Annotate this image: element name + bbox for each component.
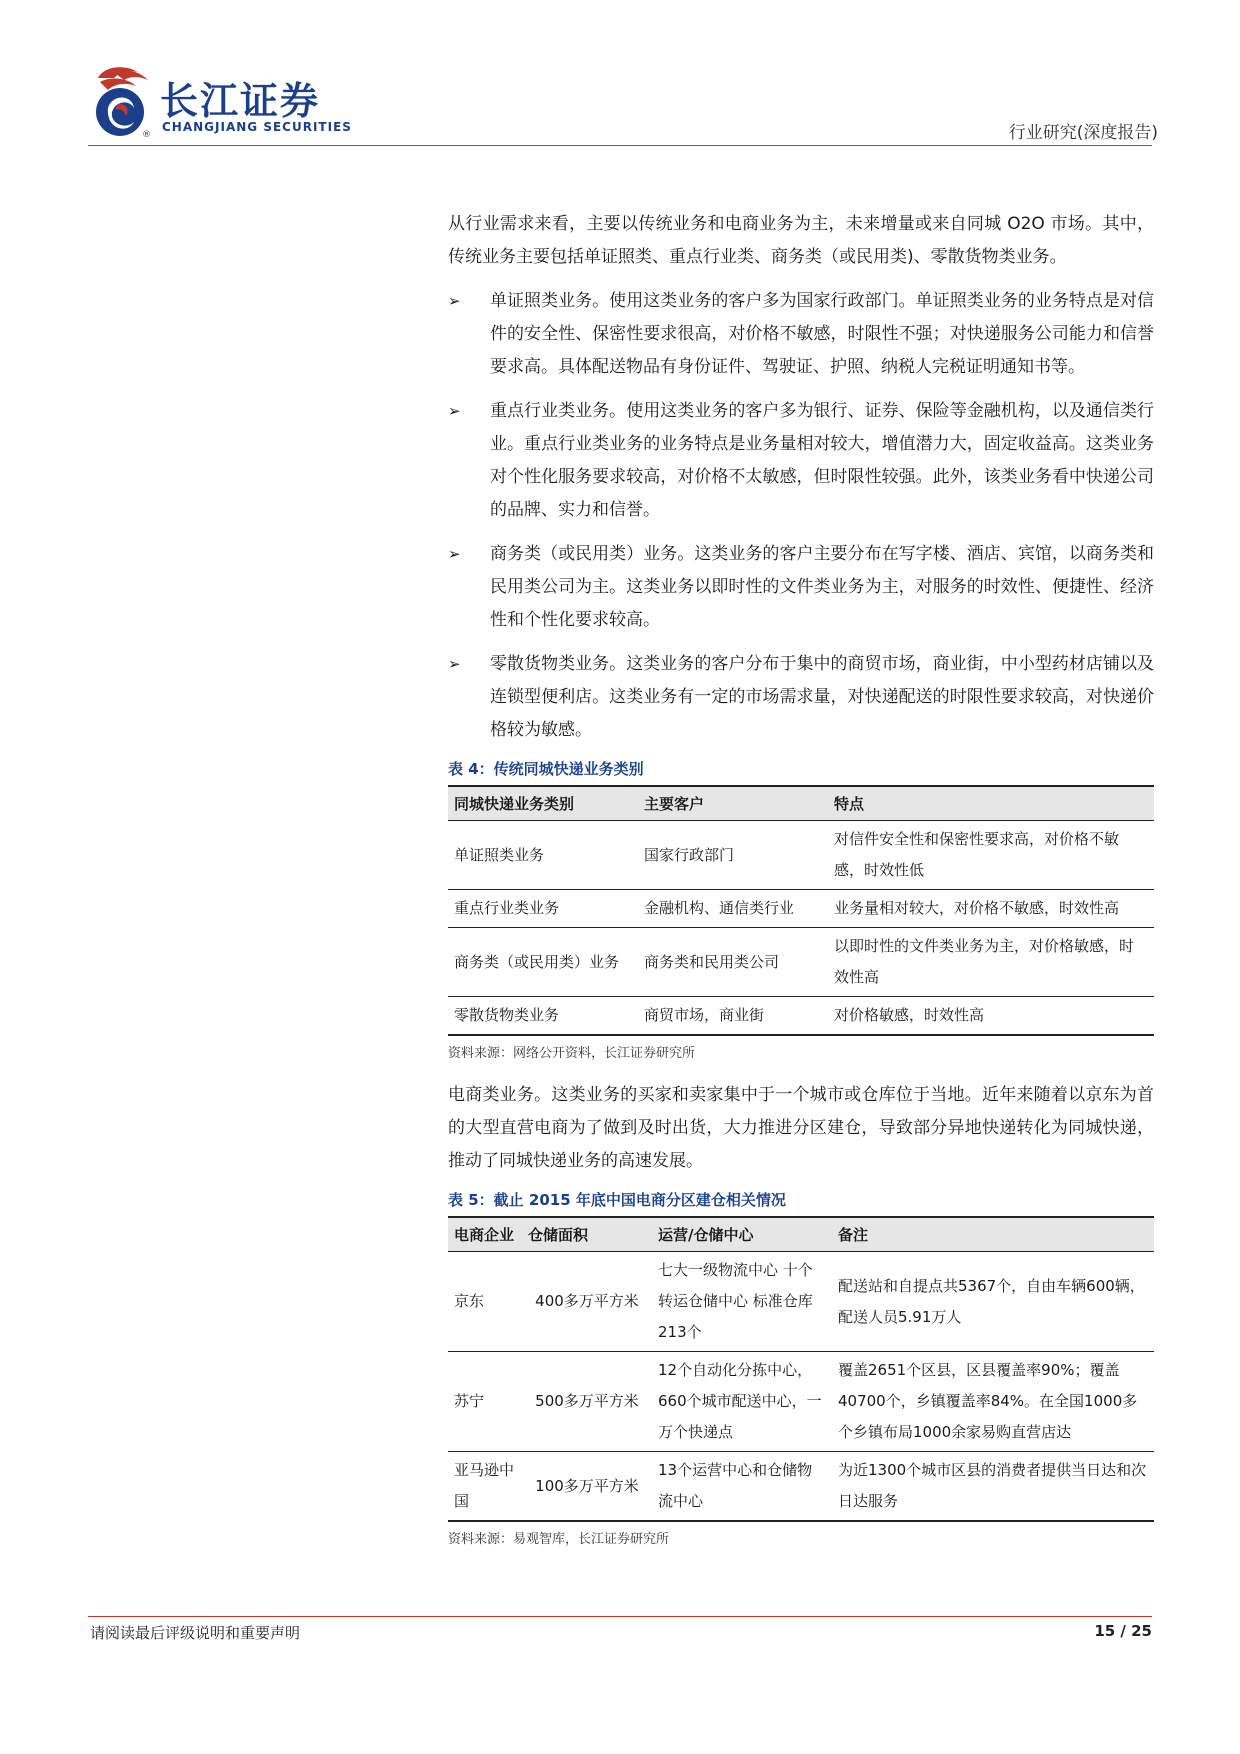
bullet-text: 商务类（或民用类）业务。这类业务的客户主要分布在写字楼、酒店、宾馆，以商务类和民用类公司为主。这类业务以即时性的文件类业务为主，对服务的时效性、便捷性、经济性和个性化要求较高。 xyxy=(490,544,1154,630)
table-row xyxy=(448,1252,1154,1352)
table-cell: 100多万平方米 xyxy=(522,1452,652,1522)
main-content xyxy=(448,208,1154,1565)
arrow-bullet-icon: ➢ xyxy=(448,545,461,563)
table-cell: 商贸市场，商业街 xyxy=(638,997,828,1036)
table-header-cell: 特点 xyxy=(828,786,1154,821)
table-row xyxy=(448,997,1154,1036)
table-header-cell: 仓储面积 xyxy=(522,1217,652,1252)
bullet-item xyxy=(448,285,1154,384)
table-cell: 业务量相对较大，对价格不敏感，时效性高 xyxy=(828,890,1154,928)
table-row xyxy=(448,821,1154,890)
table-cell: 金融机构、通信类行业 xyxy=(638,890,828,928)
table-cell: 单证照类业务 xyxy=(448,821,638,890)
table-cell: 13个运营中心和仓储物流中心 xyxy=(652,1452,832,1522)
table-cell: 对信件安全性和保密性要求高，对价格不敏感，时效性低 xyxy=(828,821,1154,890)
intro-paragraph: 从行业需求来看，主要以传统业务和电商业务为主，未来增量或来自同城 O2O 市场。其中，传统业务主要包括单证照类、重点行业类、商务类（或民用类)、零散货物类业务。 xyxy=(448,214,1154,267)
table-row xyxy=(448,890,1154,928)
arrow-bullet-icon: ➢ xyxy=(448,292,461,310)
logo-chinese-name: 长江证券 xyxy=(160,79,321,123)
page-number: 15 / 25 xyxy=(1094,1622,1152,1640)
logo-emblem-icon xyxy=(90,64,154,140)
bullet-item xyxy=(448,648,1154,747)
table4-source: 资料来源：网络公开资料，长江证券研究所 xyxy=(448,1046,696,1061)
table-cell: 对价格敏感，时效性高 xyxy=(828,997,1154,1036)
table-cell: 500多万平方米 xyxy=(522,1352,652,1452)
table-row xyxy=(448,1352,1154,1452)
bullet-item xyxy=(448,395,1154,527)
footer-divider xyxy=(88,1616,1152,1617)
table-cell: 12个自动化分拣中心，660个城市配送中心，一万个快递点 xyxy=(652,1352,832,1452)
table5-source: 资料来源：易观智库，长江证券研究所 xyxy=(448,1532,670,1547)
table-cell: 重点行业类业务 xyxy=(448,890,638,928)
table-cell: 苏宁 xyxy=(448,1352,522,1452)
company-logo xyxy=(86,62,386,142)
arrow-bullet-icon: ➢ xyxy=(448,402,461,420)
table-cell: 以即时性的文件类业务为主，对价格敏感，时效性高 xyxy=(828,928,1154,997)
table-cell: 国家行政部门 xyxy=(638,821,828,890)
table-row xyxy=(448,1452,1154,1522)
table-header-cell: 同城快递业务类别 xyxy=(448,786,638,821)
table-header-cell: 主要客户 xyxy=(638,786,828,821)
table-cell: 亚马逊中国 xyxy=(448,1452,522,1522)
ecommerce-paragraph: 电商类业务。这类业务的买家和卖家集中于一个城市或仓库位于当地。近年来随着以京东为首的大型直营电商为了做到及时出货，大力推进分区建仓，导致部分异地快递转化为同城快递，推动了同城快递业务的高速发展。 xyxy=(448,1085,1154,1171)
bullet-item xyxy=(448,538,1154,637)
table4 xyxy=(448,785,1154,1036)
table-cell: 商务类（或民用类）业务 xyxy=(448,928,638,997)
bullet-text: 单证照类业务。使用这类业务的客户多为国家行政部门。单证照类业务的业务特点是对信件的安全性、保密性要求很高，对价格不敏感，时限性不强；对快递服务公司能力和信誉要求高。具体配送物品有身份证件、驾驶证、护照、纳税人完税证明通知书等。 xyxy=(490,291,1154,377)
page-header xyxy=(0,0,1240,150)
table5-title: 表 5：截止 2015 年底中国电商分区建仓相关情况 xyxy=(448,1191,786,1209)
report-type: 行业研究(深度报告) xyxy=(1008,123,1158,143)
disclaimer-note: 请阅读最后评级说明和重要声明 xyxy=(90,1624,301,1642)
table-cell: 零散货物类业务 xyxy=(448,997,638,1036)
table-cell: 京东 xyxy=(448,1252,522,1352)
table-header-cell: 电商企业 xyxy=(448,1217,522,1252)
table-header-cell: 备注 xyxy=(832,1217,1154,1252)
table4-title: 表 4：传统同城快递业务类别 xyxy=(448,760,644,778)
logo-english-name: CHANGJIANG SECURITIES xyxy=(162,120,352,134)
table-header-cell: 运营/仓储中心 xyxy=(652,1217,832,1252)
table-row xyxy=(448,928,1154,997)
table5 xyxy=(448,1216,1154,1522)
table-cell: 400多万平方米 xyxy=(522,1252,652,1352)
arrow-bullet-icon: ➢ xyxy=(448,655,461,673)
table-cell: 配送站和自提点共5367个，自由车辆600辆，配送人员5.91万人 xyxy=(832,1252,1154,1352)
table-header-row xyxy=(448,786,1154,821)
table-cell: 七大一级物流中心 十个转运仓储中心 标准仓库213个 xyxy=(652,1252,832,1352)
table-cell: 覆盖2651个区县，区县覆盖率90%；覆盖40700个，乡镇覆盖率84%。在全国1000多个乡镇布局1000余家易购直营店达 xyxy=(832,1352,1154,1452)
table-header-row xyxy=(448,1217,1154,1252)
bullet-text: 重点行业类业务。使用这类业务的客户多为银行、证券、保险等金融机构，以及通信类行业。重点行业类业务的业务特点是业务量相对较大，增值潜力大，固定收益高。这类业务对个性化服务要求较高，对价格不太敏感，但时限性较强。此外，该类业务看中快递公司的品牌、实力和信誉。 xyxy=(490,401,1154,520)
table-cell: 为近1300个城市区县的消费者提供当日达和次日达服务 xyxy=(832,1452,1154,1522)
header-divider xyxy=(88,145,1152,146)
registered-mark: ® xyxy=(142,130,151,140)
bullet-text: 零散货物类业务。这类业务的客户分布于集中的商贸市场，商业街，中小型药材店铺以及连锁型便利店。这类业务有一定的市场需求量，对快递配送的时限性要求较高，对快递价格较为敏感。 xyxy=(490,654,1154,740)
table-cell: 商务类和民用类公司 xyxy=(638,928,828,997)
